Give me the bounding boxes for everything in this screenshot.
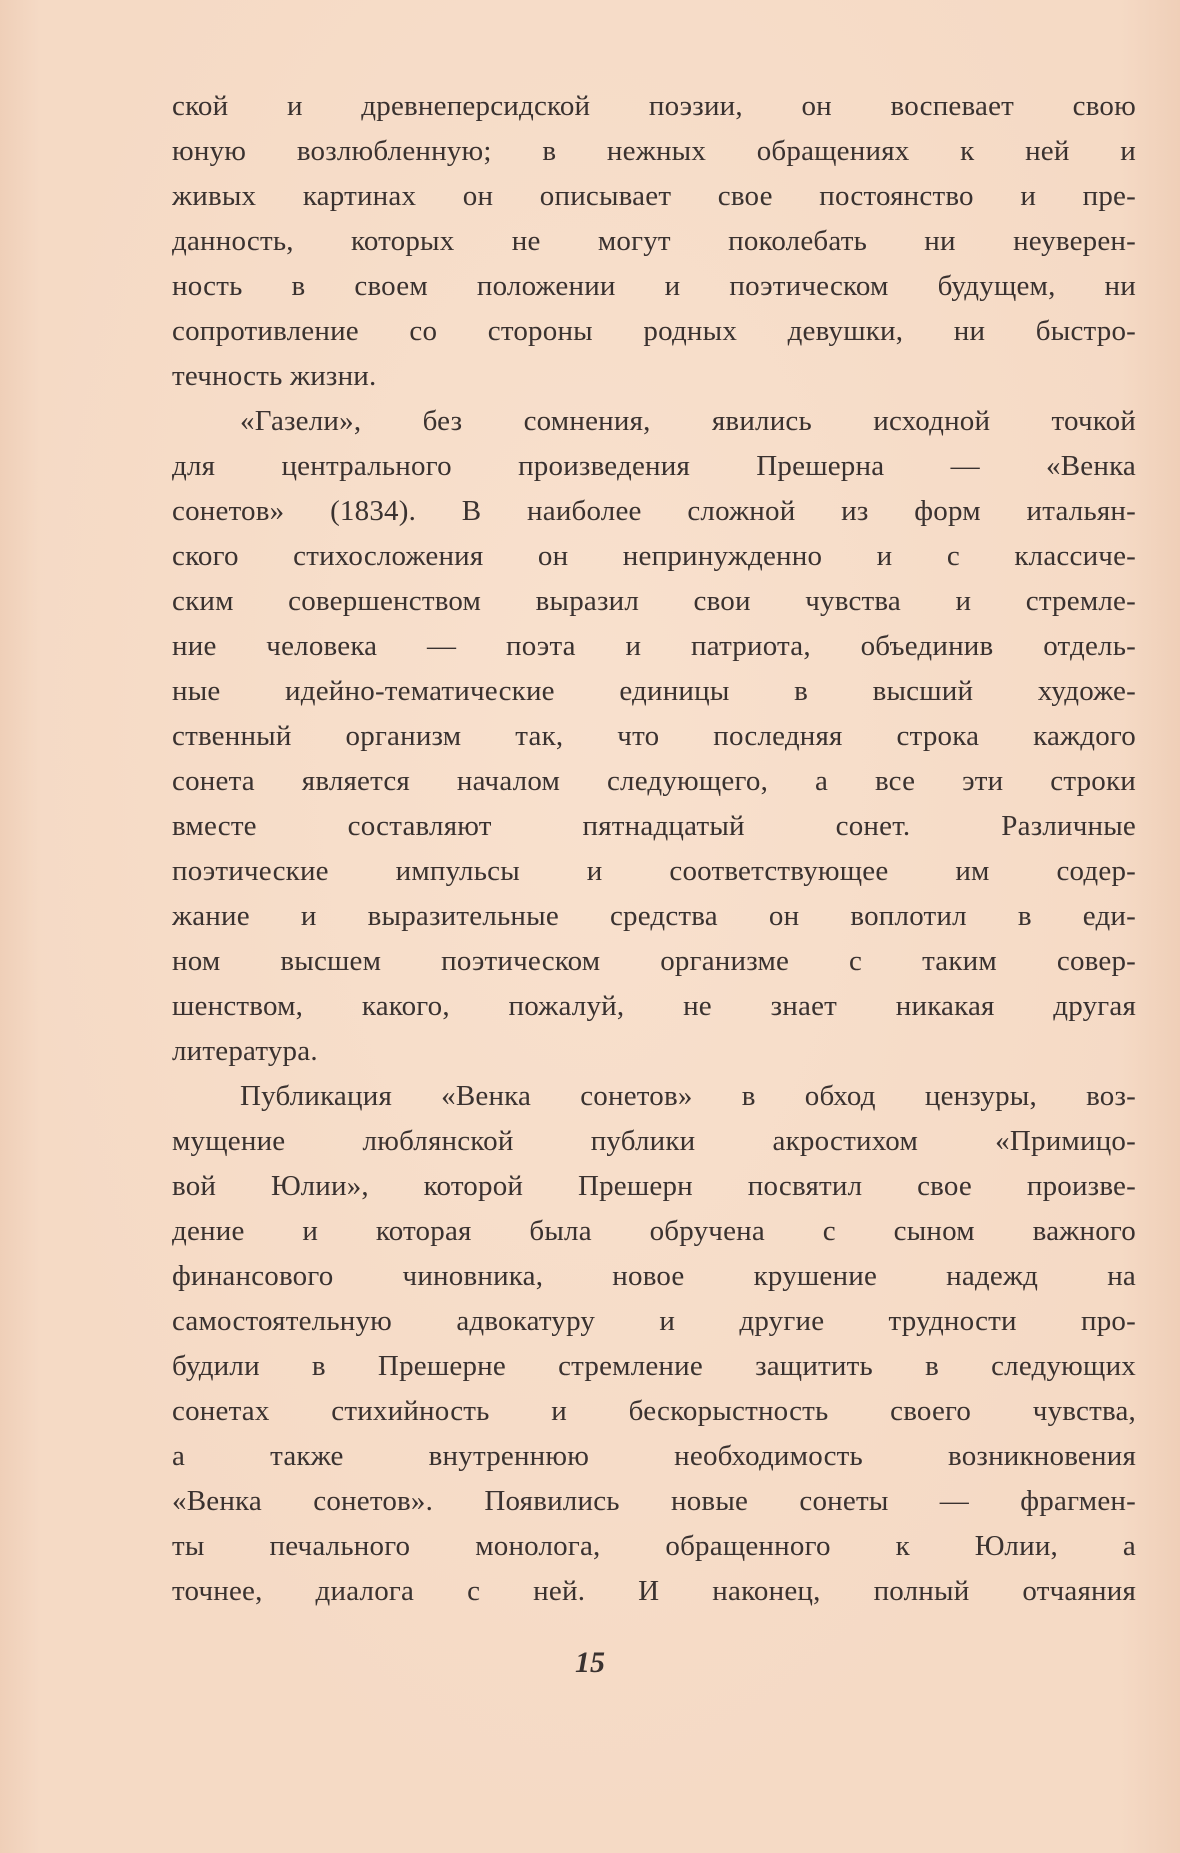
text-line: «Венка сонетов». Появились новые сонеты — фрагмен- — [172, 1485, 1136, 1517]
text-line: самостоятельную адвокатуру и другие трудности про- — [172, 1305, 1136, 1337]
text-line: будили в Прешерне стремление защитить в следующих — [172, 1350, 1136, 1382]
body-text — [172, 84, 1136, 1614]
text-line: сонетов» (1834). В наиболее сложной из форм итальян- — [172, 495, 1136, 527]
text-line: ской и древнеперсидской поэзии, он воспевает свою — [172, 90, 1136, 122]
text-line: ние человека — поэта и патриота, объединив отдель- — [172, 630, 1136, 662]
text-line: течность жизни. — [172, 360, 377, 392]
text-line: ность в своем положении и поэтическом будущем, ни — [172, 270, 1136, 302]
paragraph-2 — [172, 399, 1136, 1074]
text-line: дение и которая была обручена с сыном важного — [172, 1215, 1136, 1247]
page-number: 15 — [575, 1646, 605, 1679]
text-line: ные идейно-тематические единицы в высший художе- — [172, 675, 1136, 707]
text-line: вместе составляют пятнадцатый сонет. Различные — [172, 810, 1136, 842]
text-line: сопротивление со стороны родных девушки, ни быстро- — [172, 315, 1136, 347]
text-line: финансового чиновника, новое крушение надежд на — [172, 1260, 1136, 1292]
text-line: литература. — [172, 1035, 318, 1067]
text-line: а также внутреннюю необходимость возникновения — [172, 1440, 1136, 1472]
text-line: Публикация «Венка сонетов» в обход цензуры, воз- — [240, 1080, 1136, 1112]
text-line: живых картинах он описывает свое постоянство и пре- — [172, 180, 1136, 212]
text-line: «Газели», без сомнения, явились исходной точкой — [240, 405, 1136, 437]
text-line: точнее, диалога с ней. И наконец, полный отчаяния — [172, 1575, 1136, 1607]
text-line: ского стихосложения он непринужденно и с классиче- — [172, 540, 1136, 572]
text-line: для центрального произведения Прешерна — «Венка — [172, 450, 1136, 482]
text-line: данность, которых не могут поколебать ни неуверен- — [172, 225, 1136, 257]
text-line: вой Юлии», которой Прешерн посвятил свое произве- — [172, 1170, 1136, 1202]
text-line: ты печального монолога, обращенного к Юлии, а — [172, 1530, 1136, 1562]
text-line: жание и выразительные средства он воплотил в еди- — [172, 900, 1136, 932]
paragraph-3 — [172, 1074, 1136, 1614]
text-line: шенством, какого, пожалуй, не знает никакая другая — [172, 990, 1136, 1022]
text-line: сонетах стихийность и бескорыстность своего чувства, — [172, 1395, 1136, 1427]
paragraph-1 — [172, 84, 1136, 399]
text-line: юную возлюбленную; в нежных обращениях к ней и — [172, 135, 1136, 167]
text-line: ном высшем поэтическом организме с таким совер- — [172, 945, 1136, 977]
text-line: ским совершенством выразил свои чувства и стремле- — [172, 585, 1136, 617]
text-line: поэтические импульсы и соответствующее им содер- — [172, 855, 1136, 887]
text-line: ственный организм так, что последняя строка каждого — [172, 720, 1136, 752]
text-line: сонета является началом следующего, а все эти строки — [172, 765, 1136, 797]
text-line: мущение люблянской публики акростихом «Примицо- — [172, 1125, 1136, 1157]
